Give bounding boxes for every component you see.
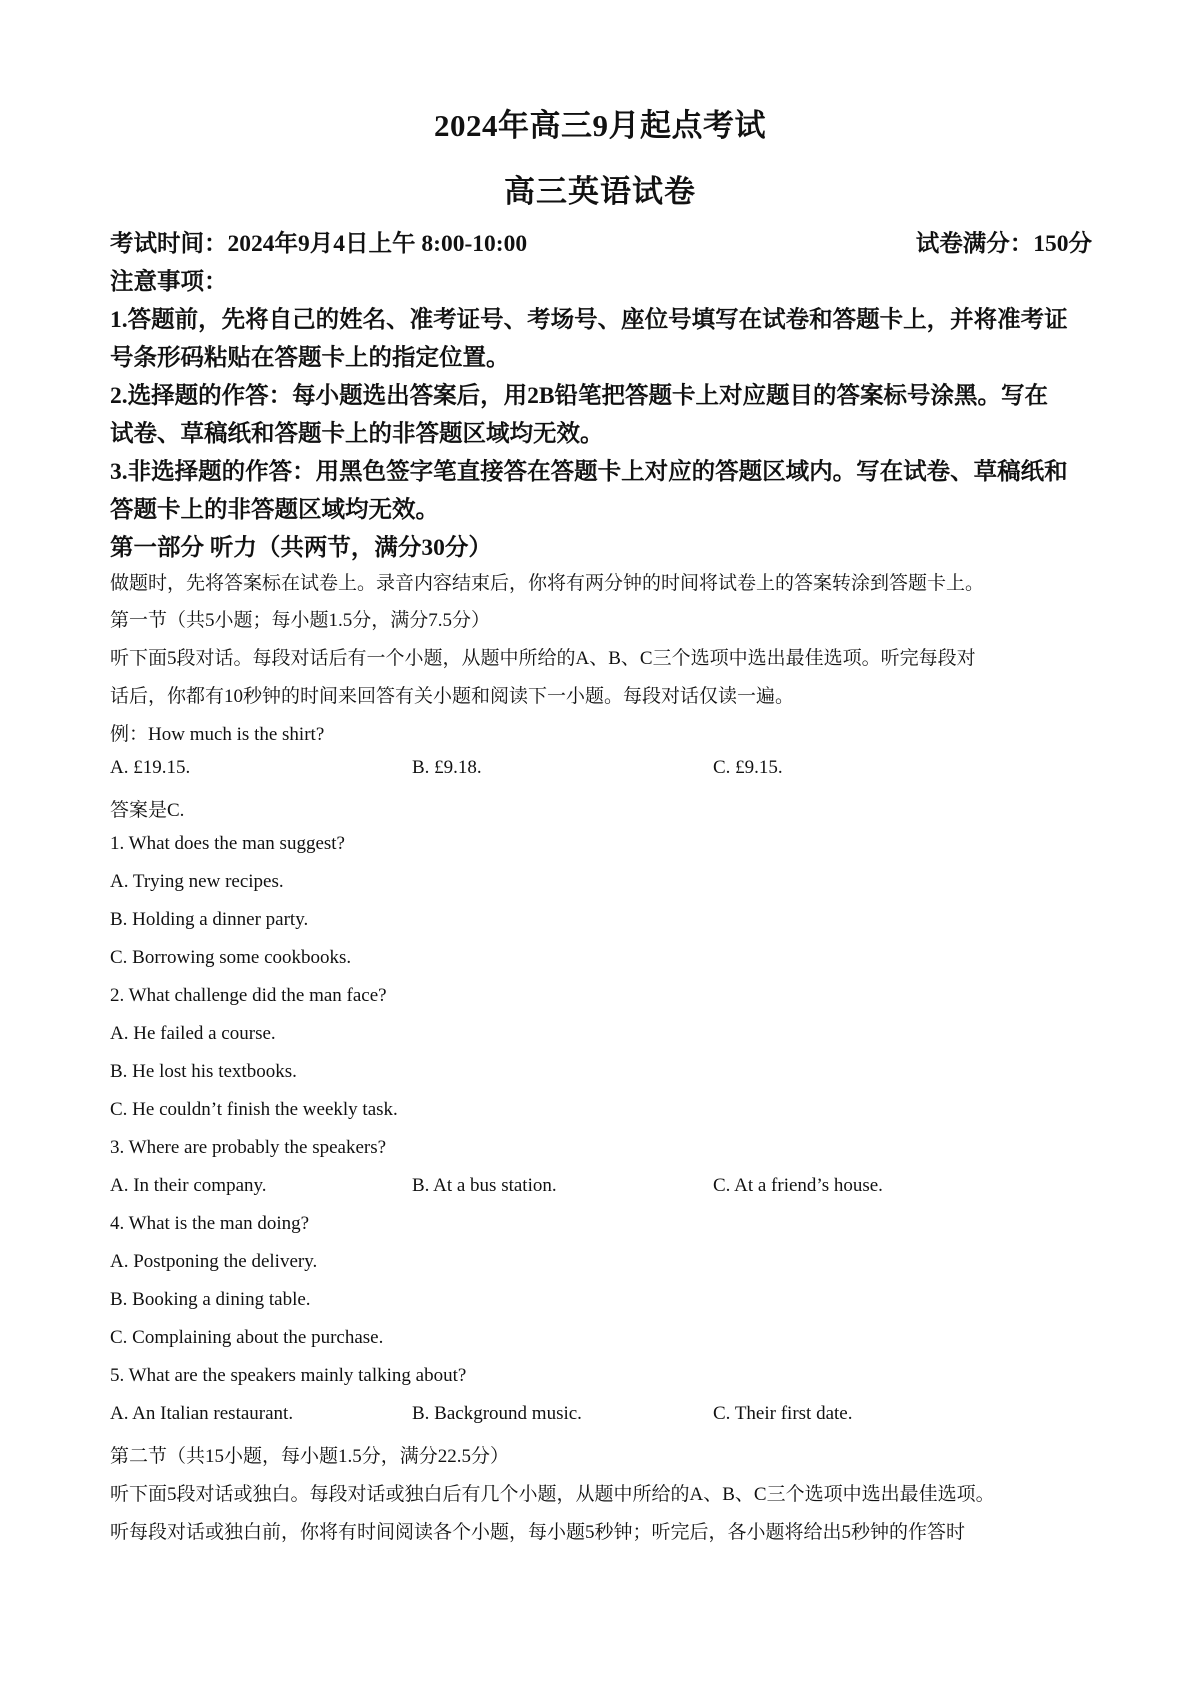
question-4-option-c: C. Complaining about the purchase. xyxy=(110,1327,384,1348)
question-3-option-b: B. At a bus station. xyxy=(412,1175,557,1196)
question-3-option-c: C. At a friend’s house. xyxy=(713,1175,883,1196)
question-1-option-c: C. Borrowing some cookbooks. xyxy=(110,947,352,968)
question-1-option-b: B. Holding a dinner party. xyxy=(110,909,309,930)
example-option-a: A. £19.15. xyxy=(110,757,191,778)
part1-heading: 第一部分 听力（共两节，满分30分） xyxy=(110,535,492,561)
section1-instruction: 话后，你都有10秒钟的时间来回答有关小题和阅读下一小题。每段对话仅读一遍。 xyxy=(110,686,795,707)
notice-line: 1.答题前，先将自己的姓名、准考证号、考场号、座位号填写在试卷和答题卡上，并将准考证 xyxy=(110,307,1068,333)
section2-heading: 第二节（共15小题，每小题1.5分，满分22.5分） xyxy=(110,1446,510,1467)
question-3: 3. Where are probably the speakers? xyxy=(110,1137,387,1158)
question-5: 5. What are the speakers mainly talking about? xyxy=(110,1365,467,1386)
question-4: 4. What is the man doing? xyxy=(110,1213,310,1234)
example-question: 例：How much is the shirt? xyxy=(110,724,325,745)
section1-heading: 第一节（共5小题；每小题1.5分，满分7.5分） xyxy=(110,610,491,631)
section2-instruction: 听下面5段对话或独白。每段对话或独白后有几个小题，从题中所给的A、B、C三个选项中选出最佳选项。 xyxy=(110,1484,995,1505)
question-1: 1. What does the man suggest? xyxy=(110,833,345,854)
notice-line: 号条形码粘贴在答题卡上的指定位置。 xyxy=(110,345,510,371)
part1-intro: 做题时，先将答案标在试卷上。录音内容结束后，你将有两分钟的时间将试卷上的答案转涂到答题卡上。 xyxy=(110,573,985,594)
notice-heading: 注意事项： xyxy=(110,269,228,295)
question-4-option-a: A. Postponing the delivery. xyxy=(110,1251,318,1272)
example-answer: 答案是C. xyxy=(110,800,185,821)
question-1-option-a: A. Trying new recipes. xyxy=(110,871,284,892)
question-5-option-c: C. Their first date. xyxy=(713,1403,853,1424)
section1-instruction: 听下面5段对话。每段对话后有一个小题，从题中所给的A、B、C三个选项中选出最佳选项。听完每段对 xyxy=(110,648,976,669)
question-2-option-c: C. He couldn’t finish the weekly task. xyxy=(110,1099,398,1120)
notice-line: 2.选择题的作答：每小题选出答案后，用2B铅笔把答题卡上对应题目的答案标号涂黑。写在 xyxy=(110,383,1049,409)
question-5-option-a: A. An Italian restaurant. xyxy=(110,1403,294,1424)
notice-line: 3.非选择题的作答：用黑色签字笔直接答在答题卡上对应的答题区域内。写在试卷、草稿纸和 xyxy=(110,459,1068,485)
notice-line: 试卷、草稿纸和答题卡上的非答题区域均无效。 xyxy=(110,421,604,447)
example-option-c: C. £9.15. xyxy=(713,757,783,778)
section2-instruction: 听每段对话或独白前，你将有时间阅读各个小题，每小题5秒钟；听完后，各小题将给出5秒钟的作答时 xyxy=(110,1522,966,1543)
notice-line: 答题卡上的非答题区域均无效。 xyxy=(110,497,439,523)
exam-subtitle: 高三英语试卷 xyxy=(504,174,696,209)
question-4-option-b: B. Booking a dining table. xyxy=(110,1289,311,1310)
exam-full-score: 试卷满分：150分 xyxy=(915,231,1092,257)
example-option-b: B. £9.18. xyxy=(412,757,482,778)
question-5-option-b: B. Background music. xyxy=(412,1403,582,1424)
question-2-option-a: A. He failed a course. xyxy=(110,1023,276,1044)
question-2: 2. What challenge did the man face? xyxy=(110,985,387,1006)
question-3-option-a: A. In their company. xyxy=(110,1175,267,1196)
exam-time: 考试时间：2024年9月4日上午 8:00-10:00 xyxy=(110,231,528,257)
question-2-option-b: B. He lost his textbooks. xyxy=(110,1061,297,1082)
exam-title: 2024年高三9月起点考试 xyxy=(434,108,766,143)
